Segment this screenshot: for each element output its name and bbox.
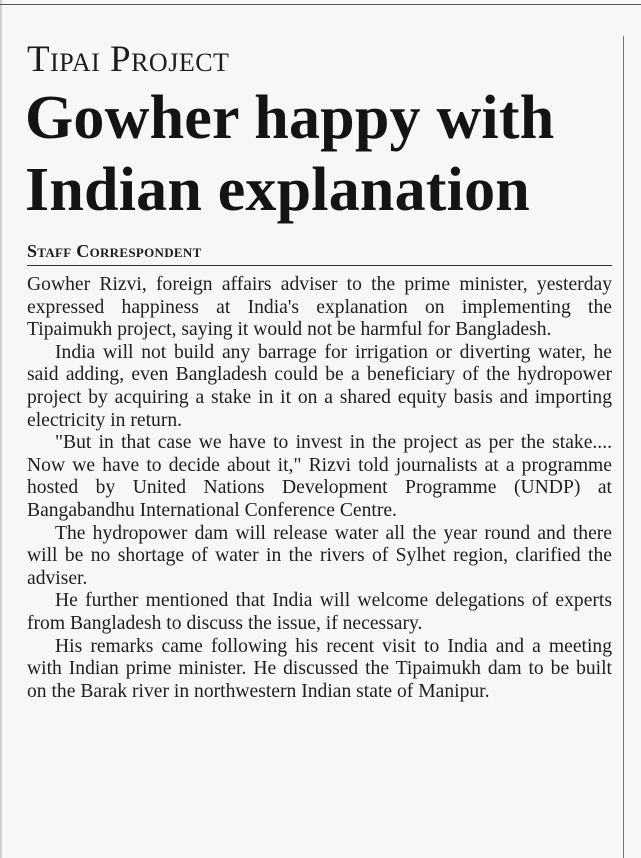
paragraph-6: His remarks came following his recent visit to India and a meeting with Indian prime minister. He discussed the Tipaimukh dam to be built on the Barak river in northwestern Indian state of Manipur. — [27, 635, 612, 702]
paragraph-2: India will not build any barrage for irrigation or diverting water, he said adding, even Bangladesh could be a beneficiary of the hydropower project by acquiring a stake in it on a shared equity basis and importing electricity in return. — [27, 341, 612, 431]
paragraph-4: The hydropower dam will release water all the year round and there will be no shortage of water in the rivers of Sylhet region, clarified the adviser. — [27, 522, 612, 589]
paragraph-1: Gowher Rizvi, foreign affairs adviser to the prime minister, yesterday expressed happiness at India's explanation on implementing the Tipaimukh project, saying it would not be harmful for Bangladesh. — [27, 274, 612, 341]
article-kicker: Tipai Project — [27, 39, 230, 80]
paragraph-5: He further mentioned that India will welcome delegations of experts from Bangladesh to discuss the issue, if necessary. — [27, 590, 612, 634]
column-rule — [623, 36, 624, 858]
page-edge — [0, 0, 2, 858]
article — [27, 40, 612, 703]
paragraph-3: "But in that case we have to invest in the project as per the stake.... Now we have to decide about it," Rizvi told journalists at a programme hosted by United Nations Development Programme (UNDP) at Bangabandhu International Conference Centre. — [27, 432, 612, 521]
byline-rule — [27, 265, 612, 266]
top-rule — [0, 4, 641, 5]
article-body — [27, 274, 612, 703]
article-byline: Staff Correspondent — [27, 241, 202, 261]
article-headline: Gowher happy with Indian explanation — [25, 84, 555, 224]
